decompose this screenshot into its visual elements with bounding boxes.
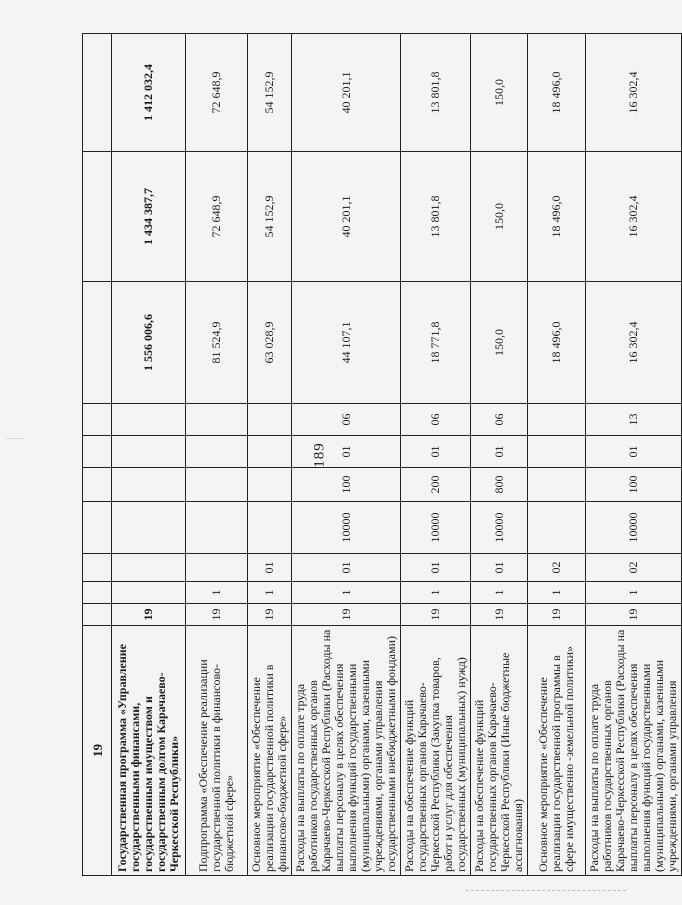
amount-v3: 18 496,0 [528,34,586,152]
code-pr [186,404,248,436]
code-dir: 10000 [471,502,528,554]
scan-fold-line [466,890,626,891]
code-sub [112,582,186,604]
table-row [528,34,586,876]
code-vr: 100 [292,468,401,502]
code-vr: 200 [401,468,471,502]
code-dir [186,502,248,554]
code-dir: 10000 [292,502,401,554]
amount-v1: 18 771,8 [401,282,471,404]
code-gp: 19 [112,604,186,626]
row-name: Основное мероприятие «Обеспечение реализации государственной программы в сфере имущественно -земельной политики» [528,626,586,876]
code-pr: 06 [401,404,471,436]
row-name: Основное мероприятие «Обеспечение реализации государственной политики в финансово-бюджетной сфере» [248,626,292,876]
code-pr: 06 [471,404,528,436]
amount-v2: 72 648,9 [186,152,248,282]
amount-v1: 16 302,4 [586,282,682,404]
amount-v3: 150,0 [471,34,528,152]
table-row [586,34,682,876]
code-vr [112,468,186,502]
row-name: Расходы на обеспечение функций государственных органов Карачаево-Черкесской Республики (Иные бюджетные ассигнования) [471,626,528,876]
code-vr [528,468,586,502]
amount-v1: 150,0 [471,282,528,404]
code-rz: 01 [586,436,682,468]
code-sub: 1 [528,582,586,604]
code-vr: 800 [471,468,528,502]
table-row [248,34,292,876]
code-sub: 1 [248,582,292,604]
code-sub: 1 [292,582,401,604]
amount-v3: 16 302,4 [586,34,682,152]
code-pr [112,404,186,436]
amount-v3: 40 201,1 [292,34,401,152]
table-row [292,34,401,876]
table-row [186,34,248,876]
amount-v3: 1 412 032,4 [112,34,186,152]
code-sub: 1 [186,582,248,604]
code-rz [112,436,186,468]
amount-v2: 54 152,9 [248,152,292,282]
code-vr: 100 [586,468,682,502]
code-dir [248,502,292,554]
table-row [471,34,528,876]
row-name: Государственная программа «Управление государственными финансами, государственным имуществом и государственным долгом Карачаево-Черкесской Республики» [112,626,186,876]
code-osn: 02 [528,554,586,582]
page-number: 189 [311,442,328,468]
table-header-row [83,34,112,876]
row-name: Расходы на выплаты по оплате труда работников государственных органов Карачаево-Черкесской Республики (Расходы на выплаты персоналу в целях обеспечения выполнения функций государственными (муниципальными) органами, казенными учреждениями, органами управления государственными внебюджетными фондами) [292,626,401,876]
code-rz [248,436,292,468]
code-rz [528,436,586,468]
amount-v3: 13 801,8 [401,34,471,152]
row-name: Расходы на обеспечение функций государственных органов Карачаево-Черкесской Республики (Закупка товаров, работ и услуг для обеспечения государственных (муниципальных) нужд) [401,626,471,876]
code-gp: 19 [528,604,586,626]
code-pr [528,404,586,436]
code-gp: 19 [401,604,471,626]
amount-v1: 63 028,9 [248,282,292,404]
code-dir [528,502,586,554]
code-sub: 1 [401,582,471,604]
amount-v2: 1 434 387,7 [112,152,186,282]
code-osn [186,554,248,582]
code-pr: 06 [292,404,401,436]
code-dir [112,502,186,554]
code-osn [112,554,186,582]
amount-v2: 40 201,1 [292,152,401,282]
code-gp: 19 [248,604,292,626]
code-rz [186,436,248,468]
amount-v2: 150,0 [471,152,528,282]
column-number: 19 [83,626,112,876]
code-rz: 01 [401,436,471,468]
code-vr [248,468,292,502]
code-gp: 19 [292,604,401,626]
rotated-table-container [82,34,679,876]
code-gp: 19 [471,604,528,626]
code-rz: 01 [292,436,401,468]
table-body [83,34,682,876]
budget-table [82,33,682,876]
amount-v1: 18 496,0 [528,282,586,404]
table-row [401,34,471,876]
amount-v3: 72 648,9 [186,34,248,152]
code-osn: 02 [586,554,682,582]
row-name: Подпрограмма «Обеспечение реализации государственной политики в финансово-бюджетной сфере» [186,626,248,876]
code-gp: 19 [186,604,248,626]
code-pr [248,404,292,436]
amount-v1: 81 524,9 [186,282,248,404]
code-sub: 1 [586,582,682,604]
code-osn: 01 [248,554,292,582]
code-sub: 1 [471,582,528,604]
amount-v2: 13 801,8 [401,152,471,282]
scan-margin-mark [6,438,24,439]
code-dir: 10000 [586,502,682,554]
code-vr [186,468,248,502]
amount-v1: 44 107,1 [292,282,401,404]
code-osn: 01 [292,554,401,582]
code-pr: 13 [586,404,682,436]
amount-v2: 16 302,4 [586,152,682,282]
amount-v1: 1 556 006,6 [112,282,186,404]
amount-v3: 54 152,9 [248,34,292,152]
table-row [112,34,186,876]
amount-v2: 18 496,0 [528,152,586,282]
code-rz: 01 [471,436,528,468]
code-gp: 19 [586,604,682,626]
row-name: Расходы на выплаты по оплате труда работников государственных органов Карачаево-Черкесской Республики (Расходы на выплаты персоналу в целях обеспечения выполнения функций государственными (муниципальными) органами, казенными учреждениями, органами управления [586,626,682,876]
code-osn: 01 [471,554,528,582]
code-dir: 10000 [401,502,471,554]
code-osn: 01 [401,554,471,582]
